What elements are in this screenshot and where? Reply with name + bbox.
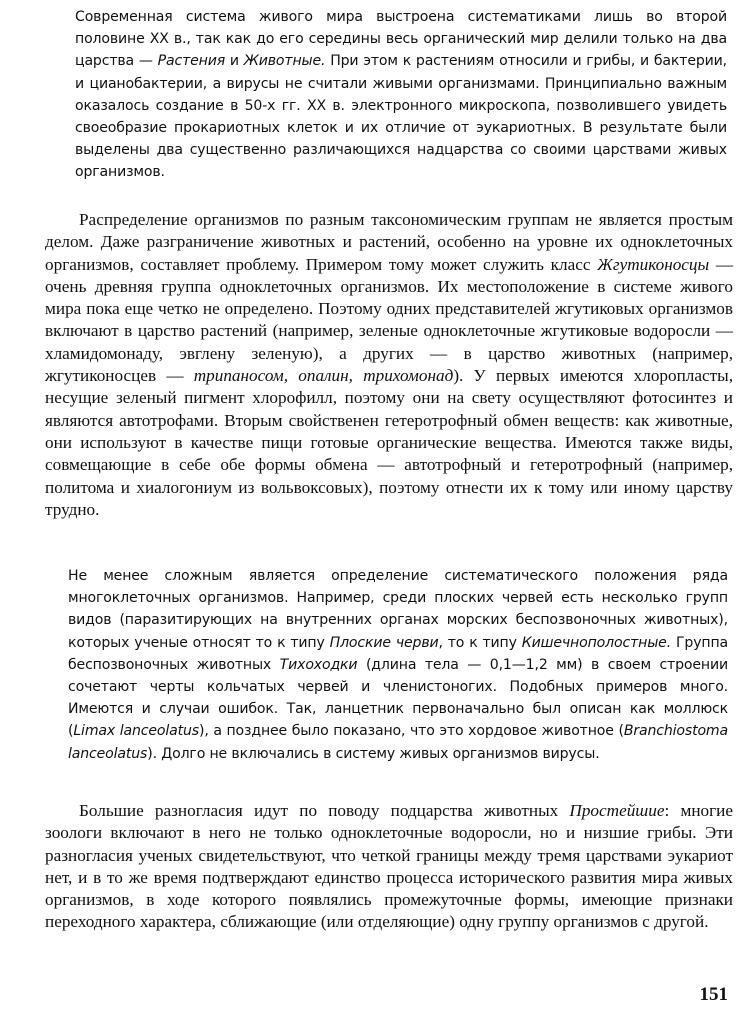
italic-term: Простейшие <box>569 801 665 820</box>
italic-term: Branchiostoma lanceolatus <box>68 723 728 762</box>
italic-term: трипаносом, опалин, трихомонад <box>193 366 454 386</box>
italic-term: Животные. <box>243 53 326 70</box>
italic-term: Растения <box>157 53 226 70</box>
body-paragraph-protists <box>45 800 733 934</box>
text-run: Большие разногласия идут по поводу подцарства животных <box>79 801 570 820</box>
text-run: : многие зоологи включают в него не только одноклеточные водоросли, но и низшие грибы. Эти разногласия ученых свидетельствуют, что четкой границы между тремя царствами эукариот нет, и в то же время подтверждают единство процесса исторического развития мира живых организмов, в ходе которого появлялись промежуточные формы, имеющие признаки переходного характера, сближающие (или отделяющие) одну группу организмов с другой. <box>45 801 733 932</box>
italic-term: Жгутиконосцы <box>597 254 710 274</box>
body-paragraph-classification <box>45 209 733 521</box>
italic-term: Кишечнополостные. <box>521 634 672 651</box>
italic-term: Limax lanceolatus <box>73 723 199 740</box>
italic-term: Тихоходки <box>279 656 358 673</box>
multicellular-text-block <box>68 565 728 765</box>
text-run: Распределение организмов по разным таксономическим группам не является простым делом. Даже разграничение животных и растений, особенно на уровне их одноклеточных организмов, составляет проблему. Примером тому может служить класс <box>45 210 733 274</box>
text-run: При этом к растениям относили и грибы, и бактерии, и цианобактерии, а вирусы не считали живыми организмами. Принципиально важным оказалось создание в 50-х гг. XX в. электронного микроскопа, позволившего увидеть своеобразие прокариотных клеток и их отличие от эукариотных. В результате были выделены два существенно различающихся надцарства со своими царствами живых организмов. <box>75 53 727 181</box>
text-run: ). Долго не включались в систему живых организмов вирусы. <box>147 745 600 762</box>
text-run: , то к типу <box>438 634 522 651</box>
text-run: (длина тела — 0,1—1,2 мм) в своем строении сочетают черты кольчатых червей и членистоногих. Подобных примеров много. Имеются и случаи ошибок. Так, ланцетник первоначально был описан как моллюск ( <box>68 656 728 740</box>
text-run: ), а позднее было показано, что это хордовое животное ( <box>198 723 624 740</box>
text-run: Не менее сложным является определение систематического положения ряда многоклеточных организмов. Например, среди плоских червей есть несколько групп видов (паразитирующих на внутренних органах морских беспозвоночных животных), которых ученые относят то к типу <box>68 568 728 651</box>
intro-text-block <box>75 6 727 184</box>
text-run: — очень древняя группа одноклеточных организмов. Их местоположение в системе живого мира пока еще четко не определено. Поэтому одних представителей жгутиковых организмов включают в царство растений (например, зеленые одноклеточные жгутиковые водоросли — хламидомонаду, эвглену зеленую), а других — в царство животных (например, жгутиконосцев — <box>45 254 734 386</box>
page-number: 151 <box>699 984 728 1005</box>
text-run: и <box>225 53 244 70</box>
text-run: Группа беспозвоночных животных <box>68 634 729 673</box>
italic-term: Плоские черви <box>329 634 439 651</box>
text-run: ). У первых имеются хлоропласты, несущие зеленый пигмент хлорофилл, поэтому они на свету осуществляют фотосинтез и являются автотрофами. Вторым свойственен гетеротрофный обмен веществ: как животные, они используют в качестве пищи готовые органические вещества. Имеются также виды, совмещающие в себе обе формы обмена — автотрофный и гетеротрофный (например, политома и хиалогониум из вольвоксовых), поэтому отнести их к тому или иному царству трудно. <box>45 366 733 519</box>
text-run: Современная система живого мира выстроена систематиками лишь во второй половине XX в., так как до его середины весь органический мир делили только на два царства — <box>75 9 727 70</box>
